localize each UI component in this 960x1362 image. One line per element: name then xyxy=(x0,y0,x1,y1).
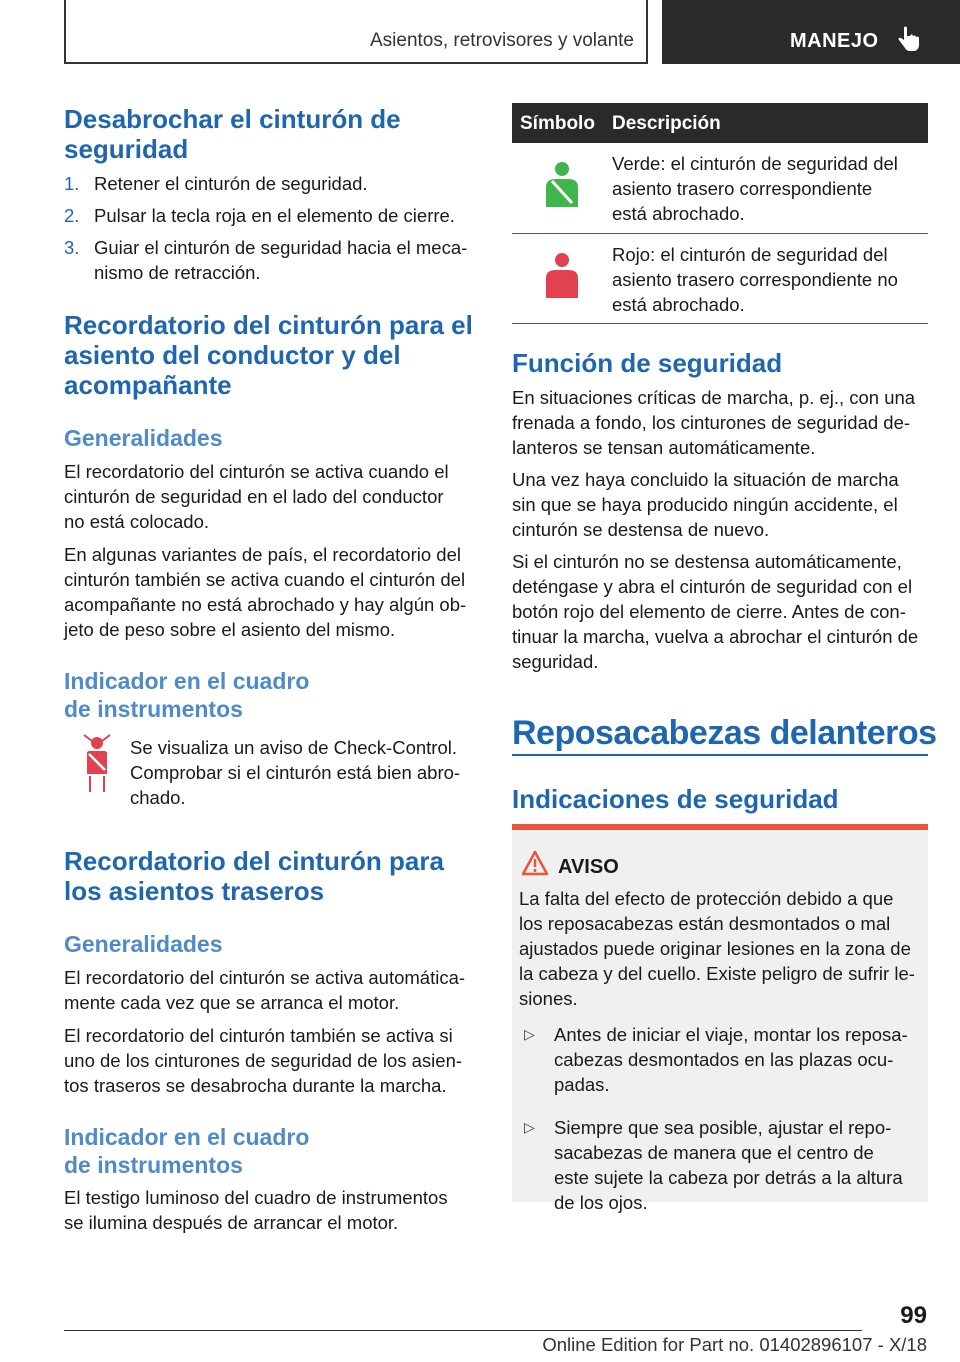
driver-general-title: Generalidades xyxy=(64,425,223,451)
chapter-title: Asientos, retrovisores y volante xyxy=(369,30,634,51)
rear-reminder-title: Recordatorio del cinturón para los asientos traseros xyxy=(64,846,444,906)
section-label: MANEJO xyxy=(790,30,879,52)
warning-box: AVISO La falta del efecto de protección debido a que los reposacabezas están desmontados o mal ajustados puede originar lesiones en la zona de la cabeza y del cuello. Existe peligro de sufrir le‐ siones. ▷ Antes de iniciar el viaje, montar los reposa‐ cabezas desmontados en las plazas ocu‐ padas. ▷ Siempre que sea posible, ajustar el repo‐ sacabezas de manera que el centro de este sujete la cabeza por detrás a la altura de los ojos. xyxy=(512,824,928,1202)
unbuckle-title: Desabrochar el cinturón de seguridad xyxy=(64,104,401,164)
green-seatbelt-icon xyxy=(542,161,582,209)
driver-indicator-title: Indicador en el cuadro de instrumentos xyxy=(64,668,310,722)
driver-indicator-text: Se visualiza un aviso de Check-Control. Comprobar si el cinturón está bien abro‐ chado. xyxy=(130,737,461,808)
page-number: 99 xyxy=(900,1302,927,1329)
table-header xyxy=(512,103,928,143)
footer-divider xyxy=(64,1330,862,1331)
rear-general-p2: El recordatorio del cinturón también se activa si uno de los cinturones de seguridad de los asien‐ tos traseros se desabrocha durante la marcha. xyxy=(64,1025,463,1096)
warning-title: AVISO xyxy=(558,856,619,878)
hand-pointer-icon xyxy=(898,26,920,52)
rear-indicator-title: Indicador en el cuadro de instrumentos xyxy=(64,1124,310,1178)
row-description: Rojo: el cinturón de seguridad del asiento trasero correspondiente no está abrochado. xyxy=(612,244,898,315)
warning-text: La falta del efecto de protección debido a que los reposacabezas están desmontados o mal ajustados puede originar lesiones en la zona de la cabeza y del cuello. Existe peligro de sufrir le‐ siones. xyxy=(519,888,915,1009)
rear-general-title: Generalidades xyxy=(64,931,223,957)
red-seatbelt-icon xyxy=(542,252,582,300)
header-chapter-box xyxy=(64,0,648,64)
safety-function-title: Función de seguridad xyxy=(512,348,783,378)
driver-general-p2: En algunas variantes de país, el recordatorio del cinturón también se activa cuando el cinturón del acompañante no está abrochado y hay algún ob‐ jeto de peso sobre el asiento del mismo. xyxy=(64,544,467,640)
safety-function-p3: Si el cinturón no se destensa automáticamente, deténgase y abra el cinturón de seguridad con el botón rojo del elemento de cierre. Antes de con‐ tinuar la marcha, vuelva a abrochar el cinturón de seguridad. xyxy=(512,551,919,672)
driver-reminder-title: Recordatorio del cinturón para el asiento del conductor y del acompañante xyxy=(64,310,473,400)
unbuckle-steps xyxy=(64,171,484,292)
safety-function-p1: En situaciones críticas de marcha, p. ej., con una frenada a fondo, los cinturones de seguridad de‐ lanteros se tensan automáticamente. xyxy=(512,387,916,458)
safety-notes-title: Indicaciones de seguridad xyxy=(512,784,839,814)
table-row xyxy=(512,143,928,234)
header-section-tab[interactable] xyxy=(662,0,960,64)
title-underline xyxy=(512,754,928,756)
row-description: Verde: el cinturón de seguridad del asiento trasero correspondiente está abrochado. xyxy=(612,153,898,224)
bullet-triangle-icon: ▷ xyxy=(524,1119,535,1135)
driver-general-p1: El recordatorio del cinturón se activa cuando el cinturón de seguridad en el lado del conductor no está colocado. xyxy=(64,461,449,532)
bullet-triangle-icon: ▷ xyxy=(524,1026,535,1042)
list-item: 1. Retener el cinturón de seguridad. xyxy=(64,173,368,194)
seatbelt-warning-icon xyxy=(80,732,114,794)
list-item: 2. Pulsar la tecla roja en el elemento de cierre. xyxy=(64,205,455,226)
rear-indicator-text: El testigo luminoso del cuadro de instrumentos se ilumina después de arrancar el motor. xyxy=(64,1187,448,1233)
safety-function-p2: Una vez haya concluido la situación de marcha sin que se haya producido ningún accidente, el cinturón se destensa de nuevo. xyxy=(512,469,899,540)
col-symbol-header: Símbolo xyxy=(520,113,595,134)
table-row xyxy=(512,234,928,324)
warning-triangle-icon xyxy=(521,850,549,876)
headrests-title: Reposacabezas delanteros xyxy=(512,714,937,752)
symbol-table xyxy=(512,103,928,324)
col-description-header: Descripción xyxy=(612,113,721,134)
list-item: 3. Guiar el cinturón de seguridad hacia el meca‐ nismo de retracción. xyxy=(64,237,468,283)
rear-general-p1: El recordatorio del cinturón se activa automática‐ mente cada vez que se arranca el motor. xyxy=(64,967,466,1013)
edition-text[interactable]: Online Edition for Part no. 01402896107 - X/18 xyxy=(542,1334,927,1355)
